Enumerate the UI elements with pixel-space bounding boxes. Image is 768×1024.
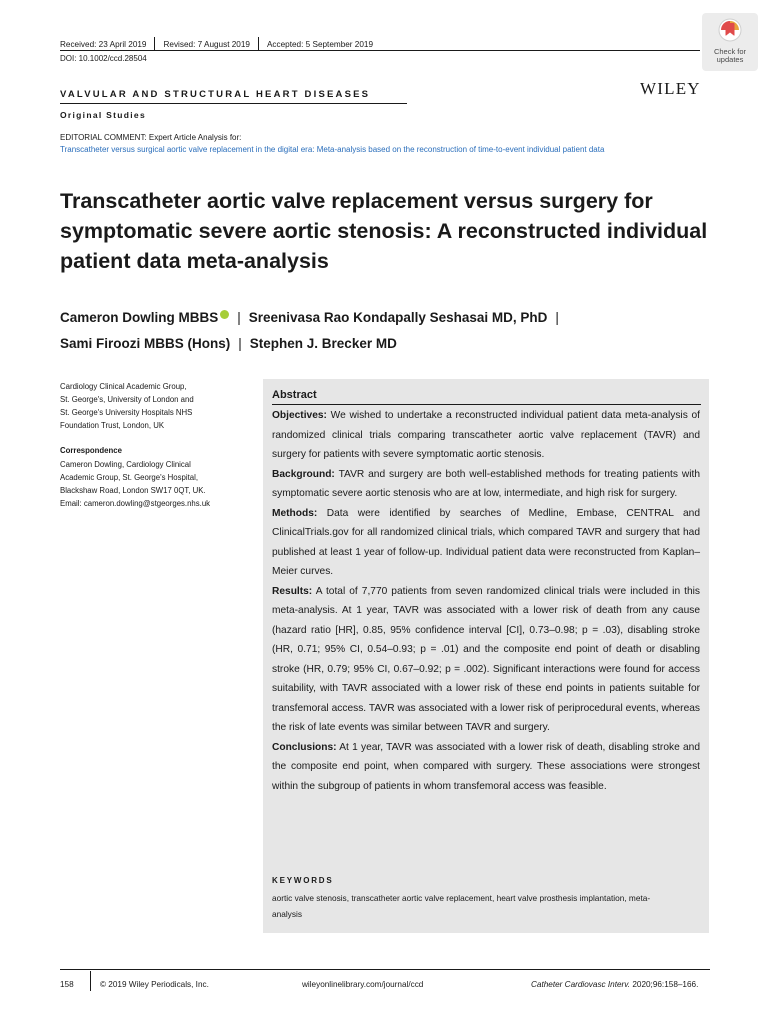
- header-rule: [60, 50, 700, 51]
- abstract-rule: [272, 404, 701, 405]
- section-heading: VALVULAR AND STRUCTURAL HEART DISEASES: [60, 89, 371, 100]
- author-list: [60, 305, 567, 357]
- page-number: 158: [60, 980, 74, 989]
- abstract-objectives: Objectives: We wished to undertake a reconstructed individual patient data meta-analysis of randomized clinical trials comparing transcatheter aortic valve replacement (TAVR) and surgery for patients with severe symptomatic aortic stenosis.: [272, 410, 700, 460]
- revised-date: Revised: 7 August 2019: [163, 39, 250, 49]
- correspondence-email[interactable]: Email: cameron.dowling@stgeorges.nhs.uk: [60, 499, 211, 508]
- abstract-conclusions: Conclusions: At 1 year, TAVR was associated with a lower risk of death, disabling stroke and the composite end point, when compared with surgery. These associations were strongest within the subgroup of patients in whom transfemoral access was feasible.: [272, 741, 700, 792]
- section-rule: [60, 103, 407, 104]
- affiliation-line: St. George's University Hospitals NHS: [60, 408, 193, 417]
- received-date: Received: 23 April 2019: [60, 39, 147, 49]
- correspondence: [60, 458, 250, 510]
- check-for-updates-badge[interactable]: [702, 13, 758, 71]
- author-name[interactable]: Sami Firoozi MBBS (Hons): [60, 336, 231, 351]
- author-name[interactable]: Stephen J. Brecker MD: [249, 336, 397, 351]
- author-name[interactable]: Cameron Dowling MBBS: [60, 310, 219, 325]
- affiliation-line: Cardiology Clinical Academic Group,: [60, 382, 187, 391]
- doi[interactable]: DOI: 10.1002/ccd.28504: [60, 54, 147, 63]
- correspondence-line: Cameron Dowling, Cardiology Clinical: [60, 460, 191, 469]
- keywords-heading: KEYWORDS: [272, 876, 334, 885]
- footer-rule: [60, 969, 710, 970]
- author-separator: |: [555, 310, 559, 325]
- journal-url[interactable]: wileyonlinelibrary.com/journal/ccd: [302, 980, 424, 989]
- check-updates-icon: [717, 17, 743, 47]
- abstract-background: Background: TAVR and surgery are both well-established methods for treating patients with symptomatic severe aortic stenosis who are at low, intermediate, and high risk for surgery.: [272, 468, 701, 499]
- correspondence-line: Academic Group, St. George's Hospital,: [60, 473, 198, 482]
- editorial-comment: EDITORIAL COMMENT: Expert Article Analysis for:: [60, 133, 242, 142]
- check-updates-label: Check for updates: [713, 47, 747, 64]
- affiliation-line: St. George's, University of London and: [60, 395, 194, 404]
- abstract-heading: Abstract: [272, 389, 317, 401]
- article-title: Transcatheter aortic valve replacement versus surgery for symptomatic severe aortic stenosis: A reconstructed individual patient data meta-analysis: [60, 189, 708, 273]
- divider: [154, 37, 155, 51]
- author-name[interactable]: Sreenivasa Rao Kondapally Seshasai MD, PhD: [248, 310, 548, 325]
- author-separator: |: [237, 310, 241, 325]
- orcid-icon[interactable]: [220, 310, 229, 319]
- article-type: Original Studies: [60, 110, 146, 120]
- affiliation-line: Foundation Trust, London, UK: [60, 421, 165, 430]
- affiliation: [60, 380, 250, 432]
- publisher-logo: WILEY: [640, 79, 701, 98]
- accepted-date: Accepted: 5 September 2019: [266, 39, 374, 49]
- abstract-body: [272, 406, 700, 796]
- editorial-link[interactable]: Transcatheter versus surgical aortic valve replacement in the digital era: Meta-analysis based on the reconstruction of time-to-event individual patient data: [60, 145, 605, 154]
- keywords-list: aortic valve stenosis, transcatheter aortic valve replacement, heart valve prosthesis implantation, meta-analysis: [272, 893, 651, 919]
- author-separator: |: [238, 336, 242, 351]
- correspondence-heading: Correspondence: [60, 446, 122, 455]
- citation: Catheter Cardiovasc Interv. 2020;96:158–166.: [531, 980, 699, 989]
- correspondence-line: Blackshaw Road, London SW17 0QT, UK.: [60, 486, 206, 495]
- abstract-results: Results: A total of 7,770 patients from seven randomized clinical trials were included in this meta-analysis. At 1 year, TAVR was associated with a lower risk of death from any cause (hazard ratio [HR], 0.85, 95% confidence interval [CI], 0.73–0.98; p = .03), disabling stroke (HR, 0.71; 95% CI, 0.54–0.93; p = .01) and the composite end point of death or disabling stroke (HR, 0.79; 95% CI, 0.67–0.92; p = .002). Significant interactions were found for access suitability, with TAVR associated with a lower risk of these end points in patients suitable for transfemoral access. TAVR was associated with a lower risk of periprocedural events, whereas the risk of late events was similar between TAVR and surgery.: [272, 585, 700, 733]
- footer-divider: [90, 971, 91, 991]
- copyright: © 2019 Wiley Periodicals, Inc.: [100, 980, 209, 989]
- article-dates: [60, 37, 373, 51]
- divider: [258, 37, 259, 51]
- abstract-methods: Methods: Data were identified by searches of Medline, Embase, CENTRAL and ClinicalTrials.gov for all randomized clinical trials, which compared TAVR and surgery that had published at least 1 year of follow-up. Individual patient data were reconstructed from Kaplan–Meier curves.: [272, 507, 700, 577]
